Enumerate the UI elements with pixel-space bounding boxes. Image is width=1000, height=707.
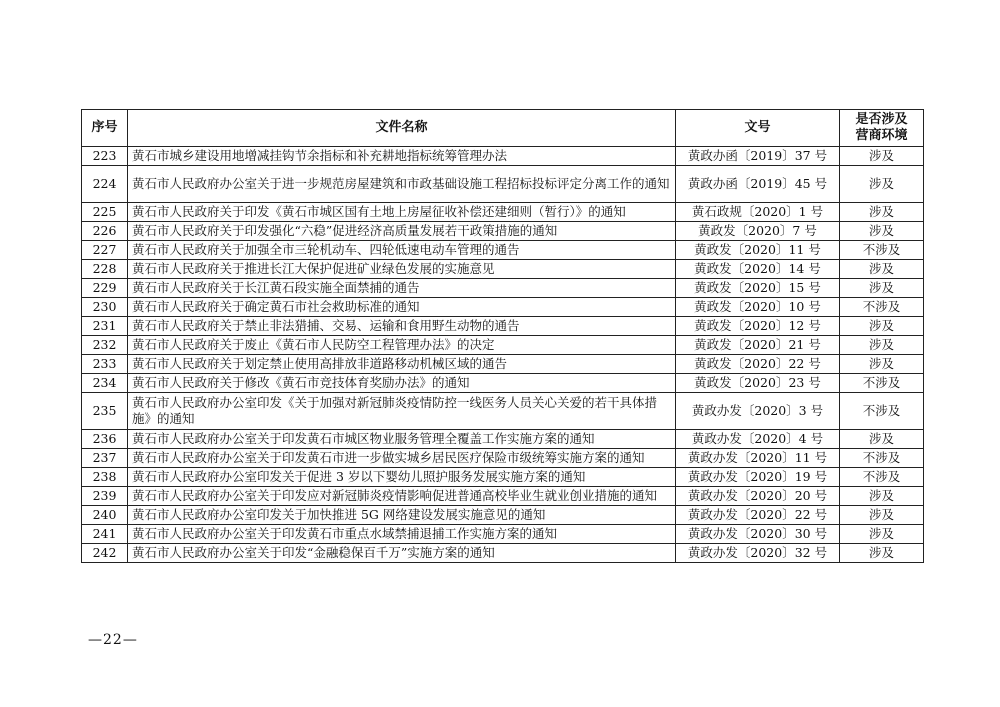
table-row [82, 487, 924, 506]
header-business-env [840, 110, 924, 147]
table-row [82, 279, 924, 298]
row-business-env: 不涉及 [840, 298, 924, 317]
page-number: —22— [88, 632, 138, 648]
row-business-env: 涉及 [840, 487, 924, 506]
header-index: 序号 [82, 110, 128, 147]
table-row [82, 506, 924, 525]
row-file-name: 黄石市人民政府办公室关于印发黄石市进一步做实城乡居民医疗保险市级统筹实施方案的通知 [128, 449, 676, 468]
row-doc-number: 黄石政规〔2020〕1 号 [676, 203, 840, 222]
table-row [82, 468, 924, 487]
row-file-name: 黄石市人民政府关于加强全市三轮机动车、四轮低速电动车管理的通告 [128, 241, 676, 260]
row-file-name: 黄石市人民政府关于划定禁止使用高排放非道路移动机械区域的通告 [128, 355, 676, 374]
table-row [82, 166, 924, 203]
row-file-name: 黄石市人民政府关于确定黄石市社会救助标准的通知 [128, 298, 676, 317]
table-row [82, 336, 924, 355]
header-doc-number: 文号 [676, 110, 840, 147]
row-file-name: 黄石市人民政府关于印发强化“六稳”促进经济高质量发展若干政策措施的通知 [128, 222, 676, 241]
row-index: 234 [82, 374, 128, 393]
row-file-name: 黄石市人民政府关于废止《黄石市人民防空工程管理办法》的决定 [128, 336, 676, 355]
row-index: 231 [82, 317, 128, 336]
row-file-name: 黄石市人民政府关于长江黄石段实施全面禁捕的通告 [128, 279, 676, 298]
row-file-name: 黄石市人民政府办公室关于进一步规范房屋建筑和市政基础设施工程招标投标评定分离工作的通知 [128, 166, 676, 203]
row-file-name: 黄石市人民政府办公室印发关于促进 3 岁以下婴幼儿照护服务发展实施方案的通知 [128, 468, 676, 487]
row-index: 228 [82, 260, 128, 279]
row-index: 237 [82, 449, 128, 468]
table-row [82, 317, 924, 336]
row-business-env: 不涉及 [840, 449, 924, 468]
row-index: 233 [82, 355, 128, 374]
row-index: 238 [82, 468, 128, 487]
table-row [82, 241, 924, 260]
row-file-name: 黄石市人民政府关于印发《黄石市城区国有土地上房屋征收补偿还建细则（暂行）》的通知 [128, 203, 676, 222]
row-doc-number: 黄政办发〔2020〕11 号 [676, 449, 840, 468]
row-doc-number: 黄政办发〔2020〕3 号 [676, 393, 840, 430]
row-business-env: 不涉及 [840, 393, 924, 430]
table-row [82, 544, 924, 563]
row-business-env: 涉及 [840, 544, 924, 563]
row-file-name: 黄石市人民政府关于禁止非法猎捕、交易、运输和食用野生动物的通告 [128, 317, 676, 336]
row-file-name: 黄石市人民政府关于修改《黄石市竞技体育奖励办法》的通知 [128, 374, 676, 393]
table-row [82, 260, 924, 279]
document-table [81, 109, 924, 563]
row-doc-number: 黄政发〔2020〕23 号 [676, 374, 840, 393]
table-row [82, 355, 924, 374]
row-business-env: 涉及 [840, 430, 924, 449]
row-file-name: 黄石市城乡建设用地增减挂钩节余指标和补充耕地指标统筹管理办法 [128, 147, 676, 166]
row-index: 242 [82, 544, 128, 563]
table-row [82, 525, 924, 544]
table-row [82, 430, 924, 449]
row-doc-number: 黄政发〔2020〕11 号 [676, 241, 840, 260]
row-file-name: 黄石市人民政府关于推进长江大保护促进矿业绿色发展的实施意见 [128, 260, 676, 279]
row-file-name: 黄石市人民政府办公室印发关于加快推进 5G 网络建设发展实施意见的通知 [128, 506, 676, 525]
row-file-name: 黄石市人民政府办公室印发《关于加强对新冠肺炎疫情防控一线医务人员关心关爱的若干具体措施》的通知 [128, 393, 676, 430]
table-row [82, 374, 924, 393]
row-index: 226 [82, 222, 128, 241]
row-index: 229 [82, 279, 128, 298]
row-business-env: 涉及 [840, 203, 924, 222]
row-index: 223 [82, 147, 128, 166]
row-doc-number: 黄政办发〔2020〕30 号 [676, 525, 840, 544]
row-doc-number: 黄政发〔2020〕7 号 [676, 222, 840, 241]
row-business-env: 涉及 [840, 355, 924, 374]
table-header-row [82, 110, 924, 147]
row-file-name: 黄石市人民政府办公室关于印发“金融稳保百千万”实施方案的通知 [128, 544, 676, 563]
row-business-env: 不涉及 [840, 241, 924, 260]
row-index: 230 [82, 298, 128, 317]
row-doc-number: 黄政办函〔2019〕37 号 [676, 147, 840, 166]
row-business-env: 涉及 [840, 279, 924, 298]
row-doc-number: 黄政办发〔2020〕4 号 [676, 430, 840, 449]
header-file-name: 文件名称 [128, 110, 676, 147]
row-index: 241 [82, 525, 128, 544]
row-index: 225 [82, 203, 128, 222]
table-row [82, 449, 924, 468]
row-index: 227 [82, 241, 128, 260]
row-doc-number: 黄政办发〔2020〕20 号 [676, 487, 840, 506]
row-doc-number: 黄政办函〔2019〕45 号 [676, 166, 840, 203]
row-index: 236 [82, 430, 128, 449]
row-business-env: 涉及 [840, 506, 924, 525]
table-row [82, 222, 924, 241]
row-business-env: 涉及 [840, 525, 924, 544]
table-row [82, 393, 924, 430]
row-business-env: 不涉及 [840, 468, 924, 487]
row-doc-number: 黄政办发〔2020〕22 号 [676, 506, 840, 525]
row-index: 232 [82, 336, 128, 355]
table-row [82, 203, 924, 222]
table-row [82, 147, 924, 166]
header-business-env-line1: 是否涉及 [855, 112, 908, 127]
row-doc-number: 黄政发〔2020〕14 号 [676, 260, 840, 279]
row-doc-number: 黄政发〔2020〕21 号 [676, 336, 840, 355]
row-index: 224 [82, 166, 128, 203]
row-business-env: 涉及 [840, 222, 924, 241]
row-file-name: 黄石市人民政府办公室关于印发黄石市城区物业服务管理全覆盖工作实施方案的通知 [128, 430, 676, 449]
row-index: 240 [82, 506, 128, 525]
row-doc-number: 黄政发〔2020〕10 号 [676, 298, 840, 317]
row-doc-number: 黄政发〔2020〕12 号 [676, 317, 840, 336]
row-business-env: 涉及 [840, 147, 924, 166]
row-business-env: 涉及 [840, 317, 924, 336]
row-index: 239 [82, 487, 128, 506]
row-file-name: 黄石市人民政府办公室关于印发黄石市重点水域禁捕退捕工作实施方案的通知 [128, 525, 676, 544]
row-doc-number: 黄政办发〔2020〕19 号 [676, 468, 840, 487]
row-business-env: 涉及 [840, 260, 924, 279]
row-business-env: 涉及 [840, 166, 924, 203]
header-business-env-line2: 营商环境 [855, 128, 908, 143]
row-index: 235 [82, 393, 128, 430]
row-doc-number: 黄政发〔2020〕22 号 [676, 355, 840, 374]
row-file-name: 黄石市人民政府办公室关于印发应对新冠肺炎疫情影响促进普通高校毕业生就业创业措施的通知 [128, 487, 676, 506]
table-row [82, 298, 924, 317]
row-business-env: 不涉及 [840, 374, 924, 393]
row-doc-number: 黄政办发〔2020〕32 号 [676, 544, 840, 563]
row-doc-number: 黄政发〔2020〕15 号 [676, 279, 840, 298]
row-business-env: 涉及 [840, 336, 924, 355]
